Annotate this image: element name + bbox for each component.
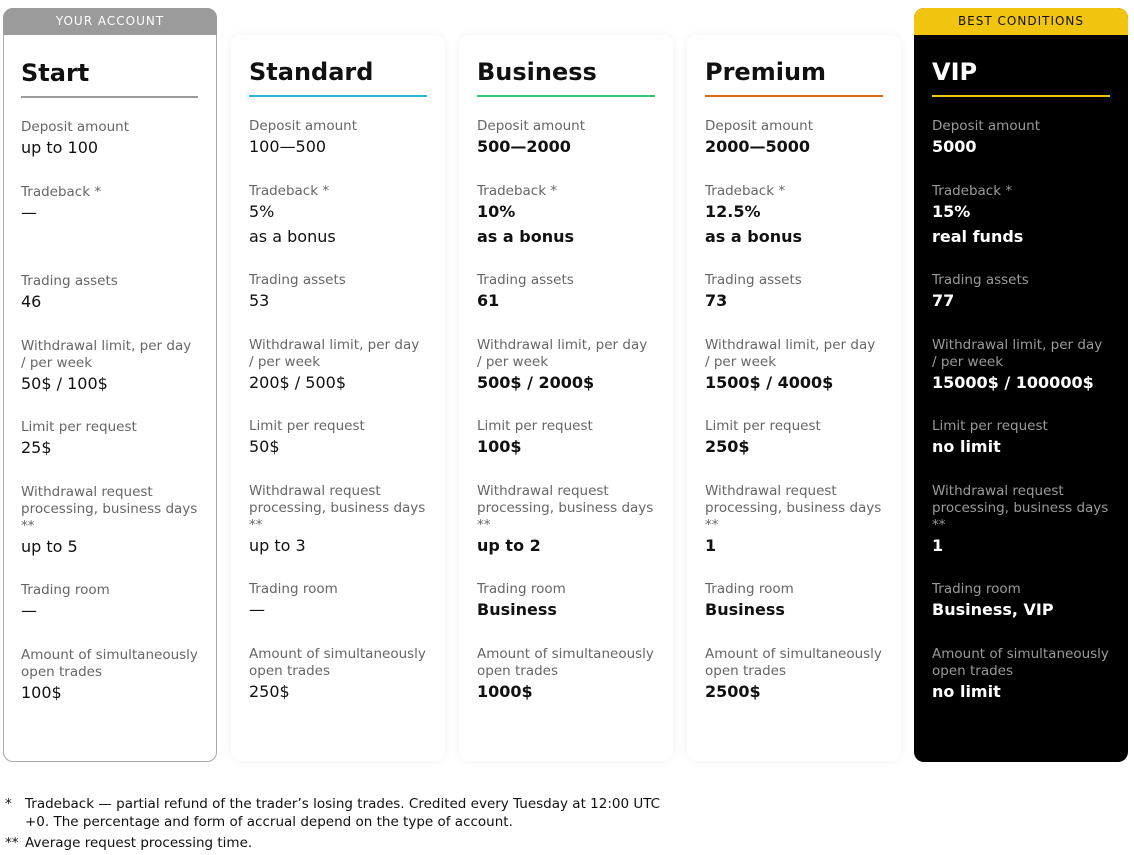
- tradeback-form: as a bonus: [705, 227, 803, 246]
- footnote-tradeback: [5, 795, 665, 831]
- processing-label: Withdrawal request processing, business days **: [932, 483, 1109, 533]
- tradeback-form: real funds: [932, 227, 1024, 246]
- processing-value: up to 2: [477, 536, 541, 555]
- footnote-mark: *: [5, 796, 12, 812]
- deposit-value: 2000—5000: [705, 137, 811, 156]
- deposit-value: 500—2000: [477, 137, 571, 156]
- room-label: Trading room: [249, 581, 338, 597]
- room-label: Trading room: [932, 581, 1021, 597]
- room-value: —: [21, 601, 37, 620]
- room-value: —: [249, 600, 265, 619]
- limit-label: Limit per request: [477, 418, 593, 434]
- room-label: Trading room: [21, 582, 110, 598]
- trades-label: Amount of simultaneously open trades: [21, 647, 198, 680]
- withdraw-value: 200$ / 500$: [249, 373, 346, 392]
- tradeback-label: Tradeback *: [932, 183, 1013, 199]
- withdraw-value: 15000$ / 100000$: [932, 373, 1094, 392]
- best-conditions-badge: BEST CONDITIONS: [914, 8, 1128, 35]
- limit-value: 25$: [21, 438, 52, 457]
- limit-label: Limit per request: [249, 418, 365, 434]
- tradeback-label: Tradeback *: [21, 184, 102, 200]
- deposit-label: Deposit amount: [249, 118, 357, 134]
- withdraw-value: 50$ / 100$: [21, 374, 108, 393]
- assets-value: 77: [932, 291, 955, 310]
- processing-value: up to 3: [249, 536, 306, 555]
- processing-label: Withdrawal request processing, business days **: [21, 484, 198, 534]
- footnote-text: Tradeback — partial refund of the trader’s losing trades. Credited every Tuesday at 12:00 UTC +0. The percentage and form of accrual depend on the type of account.: [25, 796, 661, 830]
- your-account-badge: YOUR ACCOUNT: [3, 8, 217, 35]
- assets-value: 53: [249, 291, 270, 310]
- processing-value: up to 5: [21, 537, 78, 556]
- limit-label: Limit per request: [705, 418, 821, 434]
- plan-card-start[interactable]: [3, 8, 217, 762]
- trades-value: 100$: [21, 683, 62, 702]
- limit-value: 250$: [705, 437, 750, 456]
- assets-value: 61: [477, 291, 500, 310]
- footnotes: [5, 795, 665, 855]
- footnote-mark: **: [5, 835, 19, 851]
- deposit-label: Deposit amount: [932, 118, 1040, 134]
- plan-card-business[interactable]: [459, 35, 673, 761]
- withdraw-label: Withdrawal limit, per day / per week: [477, 337, 648, 370]
- tradeback-label: Tradeback *: [477, 183, 558, 199]
- tradeback-value: 12.5%: [705, 202, 761, 221]
- room-label: Trading room: [705, 581, 794, 597]
- plan-name: VIP: [932, 57, 1110, 97]
- trades-value: 2500$: [705, 682, 761, 701]
- tradeback-label: Tradeback *: [249, 183, 330, 199]
- room-value: Business, VIP: [932, 600, 1054, 619]
- processing-value: 1: [705, 536, 717, 555]
- trades-value: 250$: [249, 682, 290, 701]
- plan-name: Business: [477, 57, 655, 97]
- limit-value: 100$: [477, 437, 522, 456]
- tradeback-value: —: [21, 203, 37, 222]
- withdraw-value: 500$ / 2000$: [477, 373, 595, 392]
- deposit-value: up to 100: [21, 138, 99, 157]
- plan-name: Start: [21, 58, 198, 98]
- tradeback-value: 5%: [249, 202, 275, 221]
- assets-value: 73: [705, 291, 728, 310]
- trades-label: Amount of simultaneously open trades: [932, 646, 1109, 679]
- footnote-processing: [5, 834, 665, 852]
- limit-value: 50$: [249, 437, 280, 456]
- plan-card-standard[interactable]: [231, 35, 445, 761]
- room-label: Trading room: [477, 581, 566, 597]
- withdraw-value: 1500$ / 4000$: [705, 373, 834, 392]
- plan-name: Standard: [249, 57, 427, 97]
- deposit-label: Deposit amount: [477, 118, 585, 134]
- assets-label: Trading assets: [705, 272, 802, 288]
- assets-label: Trading assets: [249, 272, 346, 288]
- deposit-label: Deposit amount: [21, 119, 129, 135]
- deposit-value: 5000: [932, 137, 977, 156]
- processing-label: Withdrawal request processing, business days **: [705, 483, 882, 533]
- room-value: Business: [705, 600, 785, 619]
- trades-label: Amount of simultaneously open trades: [477, 646, 654, 679]
- assets-value: 46: [21, 292, 42, 311]
- tradeback-value: 10%: [477, 202, 516, 221]
- tradeback-form: as a bonus: [249, 227, 336, 246]
- trades-value: no limit: [932, 682, 1001, 701]
- assets-label: Trading assets: [477, 272, 574, 288]
- room-value: Business: [477, 600, 557, 619]
- withdraw-label: Withdrawal limit, per day / per week: [249, 337, 420, 370]
- limit-label: Limit per request: [21, 419, 137, 435]
- tradeback-value: 15%: [932, 202, 971, 221]
- assets-label: Trading assets: [21, 273, 118, 289]
- limit-value: no limit: [932, 437, 1001, 456]
- withdraw-label: Withdrawal limit, per day / per week: [932, 337, 1103, 370]
- withdraw-label: Withdrawal limit, per day / per week: [21, 338, 192, 371]
- trades-label: Amount of simultaneously open trades: [705, 646, 882, 679]
- plan-name: Premium: [705, 57, 883, 97]
- limit-label: Limit per request: [932, 418, 1048, 434]
- trades-value: 1000$: [477, 682, 533, 701]
- tradeback-form: as a bonus: [477, 227, 575, 246]
- tradeback-label: Tradeback *: [705, 183, 786, 199]
- processing-label: Withdrawal request processing, business days **: [249, 483, 426, 533]
- plan-card-premium[interactable]: [687, 35, 901, 761]
- assets-label: Trading assets: [932, 272, 1029, 288]
- deposit-label: Deposit amount: [705, 118, 813, 134]
- deposit-value: 100—500: [249, 137, 327, 156]
- plan-card-vip[interactable]: [914, 8, 1128, 762]
- processing-label: Withdrawal request processing, business days **: [477, 483, 654, 533]
- processing-value: 1: [932, 536, 944, 555]
- footnote-text: Average request processing time.: [25, 835, 253, 851]
- trades-label: Amount of simultaneously open trades: [249, 646, 426, 679]
- withdraw-label: Withdrawal limit, per day / per week: [705, 337, 876, 370]
